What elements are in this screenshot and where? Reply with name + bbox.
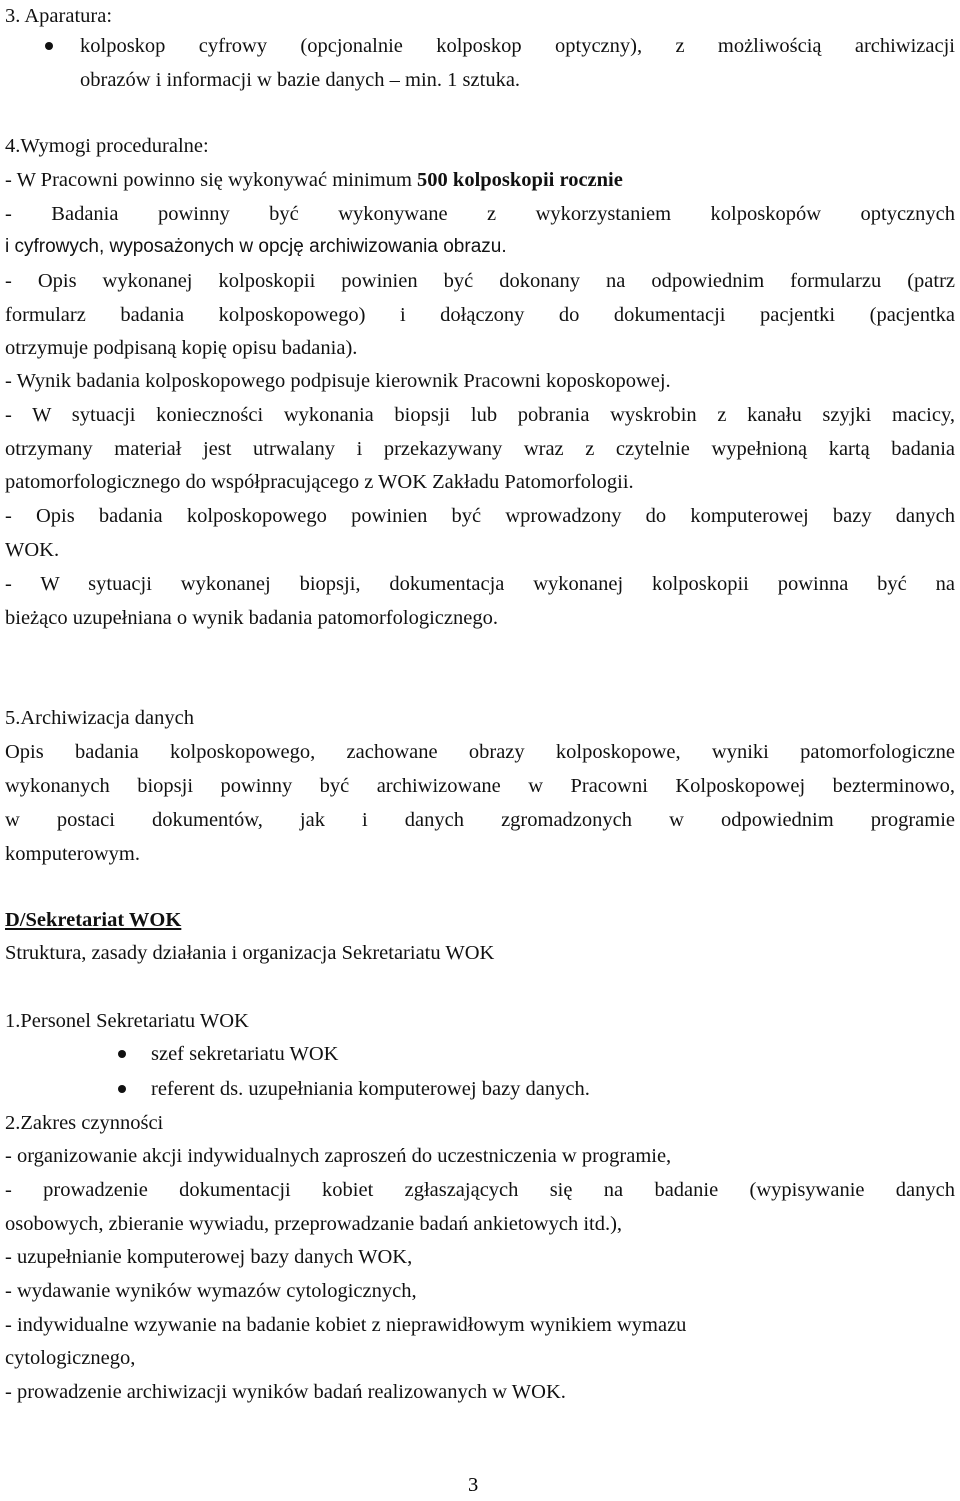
personnel-heading: 1.Personel Sekretariatu WOK (5, 1010, 249, 1032)
procedure-line-7: - Wynik badania kolposkopowego podpisuje kierownik Pracowni koposkopowej. (5, 370, 671, 392)
archive-line-4: komputerowym. (5, 843, 140, 865)
bullet-icon (118, 1085, 126, 1093)
personnel-item-1: szef sekretariatu WOK (151, 1043, 339, 1065)
procedure-line-9: otrzymany materiał jest utrwalany i przekazywany wraz z czytelnie wypełnioną kartą badania (5, 438, 955, 460)
archive-line-3: w postaci dokumentów, jak i danych zgromadzonych w odpowiednim programie (5, 809, 955, 831)
duty-3: - uzupełnianie komputerowej bazy danych WOK, (5, 1246, 413, 1268)
duty-4: - wydawanie wyników wymazów cytologicznych, (5, 1280, 417, 1302)
duty-5-line-1: - indywidualne wzywanie na badanie kobiet z nieprawidłowym wynikiem wymazu (5, 1314, 687, 1336)
section-d-subtitle: Struktura, zasady działania i organizacja Sekretariatu WOK (5, 942, 495, 964)
bullet-icon (45, 42, 53, 50)
archive-line-1: Opis badania kolposkopowego, zachowane obrazy kolposkopowe, wyniki patomorfologiczne (5, 741, 955, 763)
procedure-line-1 (5, 163, 623, 197)
duty-5-line-2: cytologicznego, (5, 1347, 136, 1369)
duty-2-line-1: - prowadzenie dokumentacji kobiet zgłaszających się na badanie (wypisywanie danych (5, 1179, 955, 1201)
procedure-line-1-bold: 500 kolposkopii rocznie (417, 169, 623, 191)
document-page (5, 0, 955, 1501)
bullet-icon (118, 1050, 126, 1058)
section-d-heading: D/Sekretariat WOK (5, 909, 182, 931)
procedure-line-3: i cyfrowych, wyposażonych w opcję archiwizowania obrazu. (5, 236, 507, 257)
procedure-line-6: otrzymuje podpisaną kopię opisu badania). (5, 337, 358, 359)
page-number: 3 (468, 1474, 479, 1496)
procedure-line-2: - Badania powinny być wykonywane z wykorzystaniem kolposkopów optycznych (5, 203, 955, 225)
procedure-line-10: patomorfologicznego do współpracującego z WOK Zakładu Patomorfologii. (5, 471, 634, 493)
personnel-item-2: referent ds. uzupełniania komputerowej bazy danych. (151, 1078, 590, 1100)
section-4-heading: 4.Wymogi proceduralne: (5, 135, 209, 157)
duty-6: - prowadzenie archiwizacji wyników badań realizowanych w WOK. (5, 1381, 566, 1403)
aparatura-bullet-line-2: obrazów i informacji w bazie danych – min. 1 sztuka. (80, 69, 521, 91)
section-3-heading: 3. Aparatura: (5, 5, 113, 27)
procedure-line-13: - W sytuacji wykonanej biopsji, dokumentacja wykonanej kolposkopii powinna być na (5, 573, 955, 595)
procedure-line-5: formularz badania kolposkopowego) i dołączony do dokumentacji pacjentki (pacjentka (5, 304, 955, 326)
procedure-line-11: - Opis badania kolposkopowego powinien być wprowadzony do komputerowej bazy danych (5, 505, 955, 527)
procedure-line-1-text: - W Pracowni powinno się wykonywać minimum (5, 169, 418, 191)
procedure-line-8: - W sytuacji konieczności wykonania biopsji lub pobrania wyskrobin z kanału szyjki macicy, (5, 404, 955, 426)
duty-2-line-2: osobowych, zbieranie wywiadu, przeprowadzanie badań ankietowych itd.), (5, 1213, 623, 1235)
procedure-line-4: - Opis wykonanej kolposkopii powinien być dokonany na odpowiednim formularzu (patrz (5, 270, 955, 292)
archive-line-2: wykonanych biopsji powinny być archiwizowane w Pracowni Kolposkopowej bezterminowo, (5, 775, 955, 797)
aparatura-bullet-line-1: kolposkop cyfrowy (opcjonalnie kolposkop optyczny), z możliwością archiwizacji (80, 35, 955, 57)
procedure-line-12: WOK. (5, 539, 60, 561)
section-5-heading: 5.Archiwizacja danych (5, 707, 194, 729)
procedure-line-14: bieżąco uzupełniana o wynik badania patomorfologicznego. (5, 607, 498, 629)
duty-1: - organizowanie akcji indywidualnych zaproszeń do uczestniczenia w programie, (5, 1145, 672, 1167)
duties-heading: 2.Zakres czynności (5, 1112, 164, 1134)
